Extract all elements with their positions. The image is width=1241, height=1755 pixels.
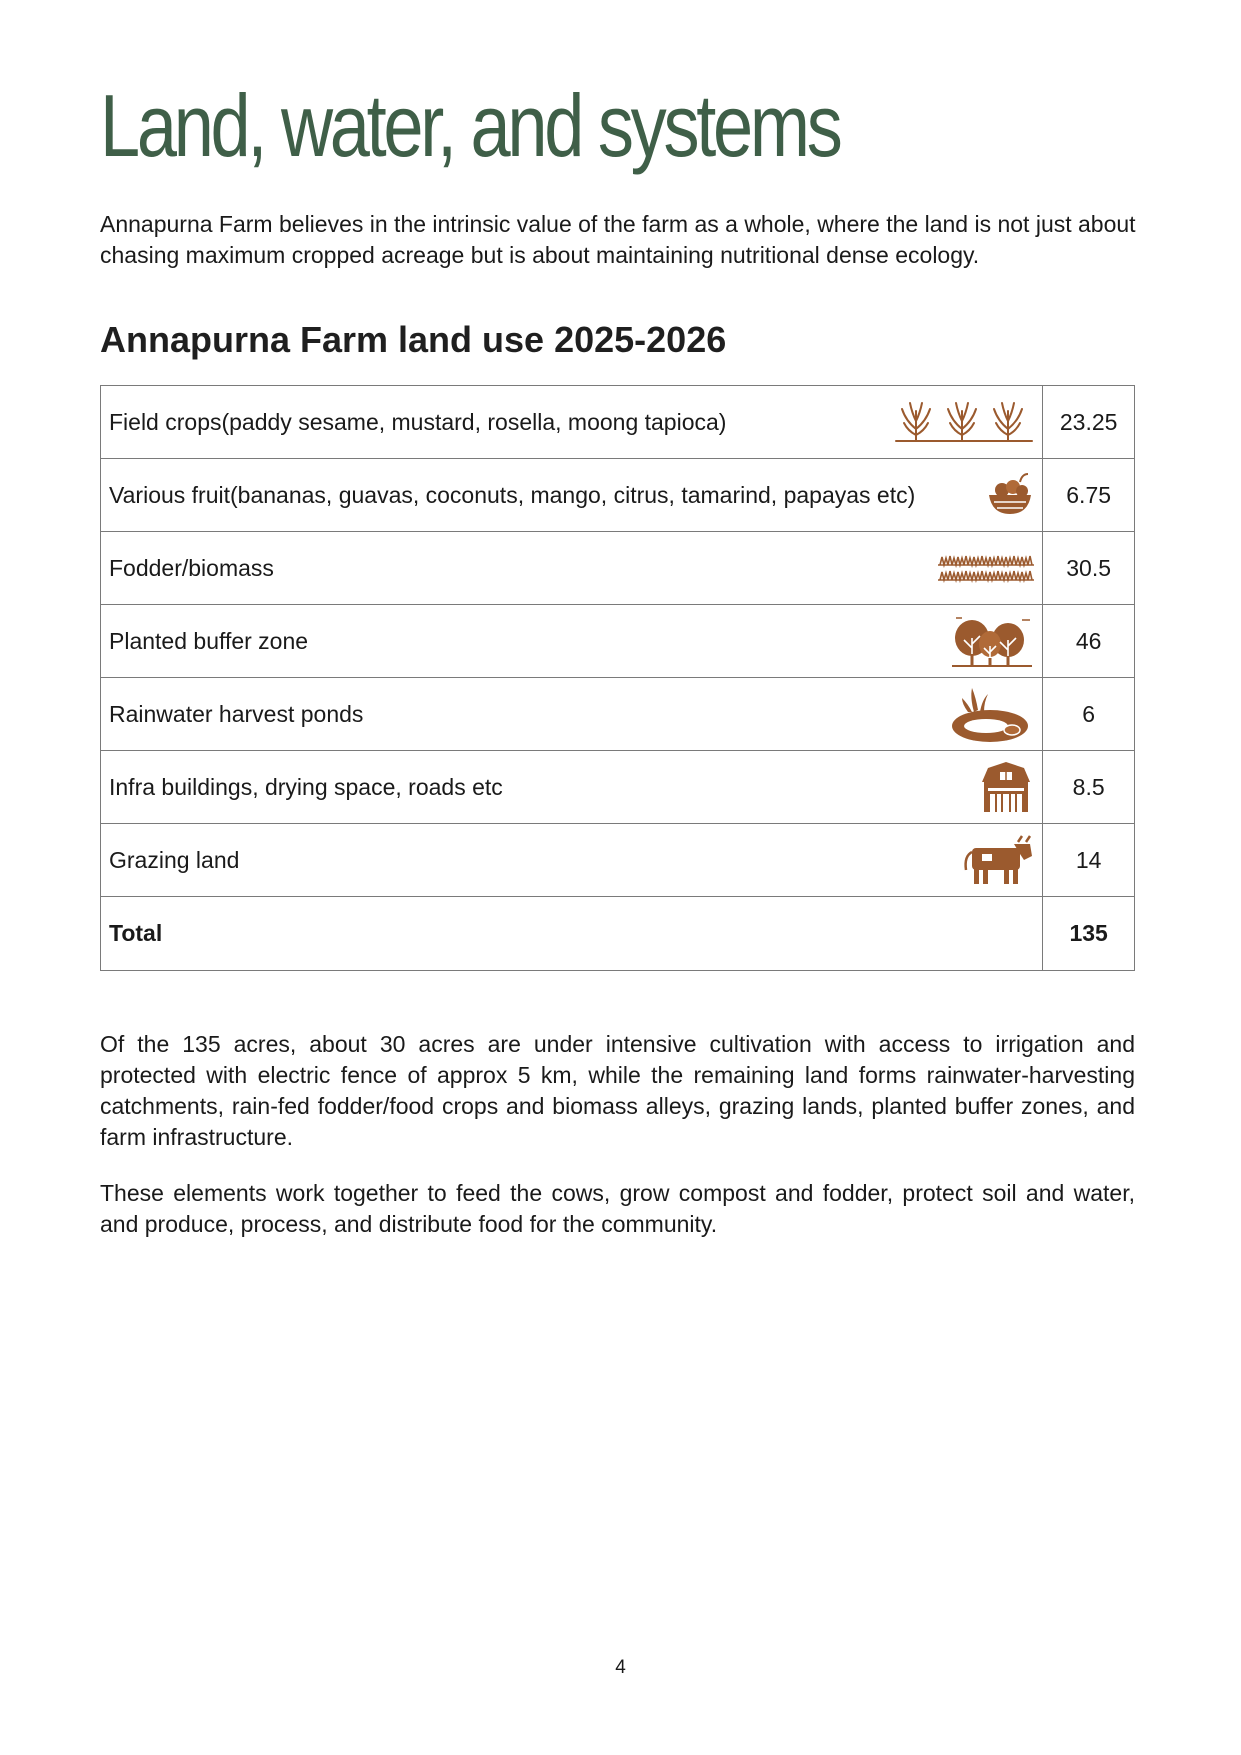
- body-paragraph: These elements work together to feed the cows, grow compost and fodder, protect soil and water, and produce, process, and distribute food for the community.: [100, 1180, 1135, 1237]
- grass-rows-icon: [938, 553, 1034, 583]
- table-heading: Annapurna Farm land use 2025-2026: [100, 319, 727, 360]
- row-label: Field crops(paddy sesame, mustard, rosella, moong tapioca): [109, 408, 727, 435]
- land-use-table: [100, 385, 1135, 971]
- body-paragraph: Of the 135 acres, about 30 acres are under intensive cultivation with access to irrigation and protected with electric fence of approx 5 km, while the remaining land forms rainwater-harvesting catchments, rain-fed fodder/food crops and biomass alleys, grazing lands, planted buffer zones, and farm infrastructure.: [100, 1031, 1135, 1150]
- row-value: 23.25: [1043, 386, 1135, 459]
- crop-plants-icon: [894, 399, 1034, 445]
- row-value: 6.75: [1043, 459, 1135, 532]
- row-label: Various fruit(bananas, guavas, coconuts, mango, citrus, tamarind, papayas etc): [109, 481, 916, 508]
- row-value: 30.5: [1043, 532, 1135, 605]
- trees-icon: [950, 614, 1034, 668]
- row-value: 8.5: [1043, 751, 1135, 824]
- table-row: [101, 678, 1135, 751]
- table-total-row: [101, 897, 1135, 971]
- row-value: 6: [1043, 678, 1135, 751]
- row-label: Planted buffer zone: [109, 627, 309, 654]
- intro-paragraph: Annapurna Farm believes in the intrinsic value of the farm as a whole, where the land is not just about chasing maximum cropped acreage but is about maintaining nutritional dense ecology.: [100, 211, 1136, 268]
- table-row: [101, 605, 1135, 678]
- row-label-cell: [101, 751, 1043, 824]
- row-value: 14: [1043, 824, 1135, 897]
- pond-icon: [950, 684, 1034, 744]
- row-label-cell: [101, 605, 1043, 678]
- table-row: [101, 532, 1135, 605]
- total-value: 135: [1043, 897, 1135, 971]
- page-number: 4: [615, 1657, 626, 1678]
- row-label: Grazing land: [109, 846, 240, 873]
- row-label: Rainwater harvest ponds: [109, 700, 364, 727]
- fruit-basket-icon: [986, 472, 1034, 518]
- row-label: Infra buildings, drying space, roads etc: [109, 773, 503, 800]
- row-label: Fodder/biomass: [109, 554, 274, 581]
- row-label-cell: [101, 459, 1043, 532]
- row-label-cell: [101, 532, 1043, 605]
- table-row: [101, 459, 1135, 532]
- row-value: 46: [1043, 605, 1135, 678]
- barn-icon: [978, 760, 1034, 814]
- total-label-cell: [101, 897, 1043, 971]
- total-label: Total: [109, 920, 163, 946]
- row-label-cell: [101, 824, 1043, 897]
- cow-icon: [962, 834, 1034, 886]
- page-title: Land, water, and systems: [100, 76, 840, 175]
- table-row: [101, 386, 1135, 459]
- row-label-cell: [101, 386, 1043, 459]
- table-row: [101, 824, 1135, 897]
- table-row: [101, 751, 1135, 824]
- row-label-cell: [101, 678, 1043, 751]
